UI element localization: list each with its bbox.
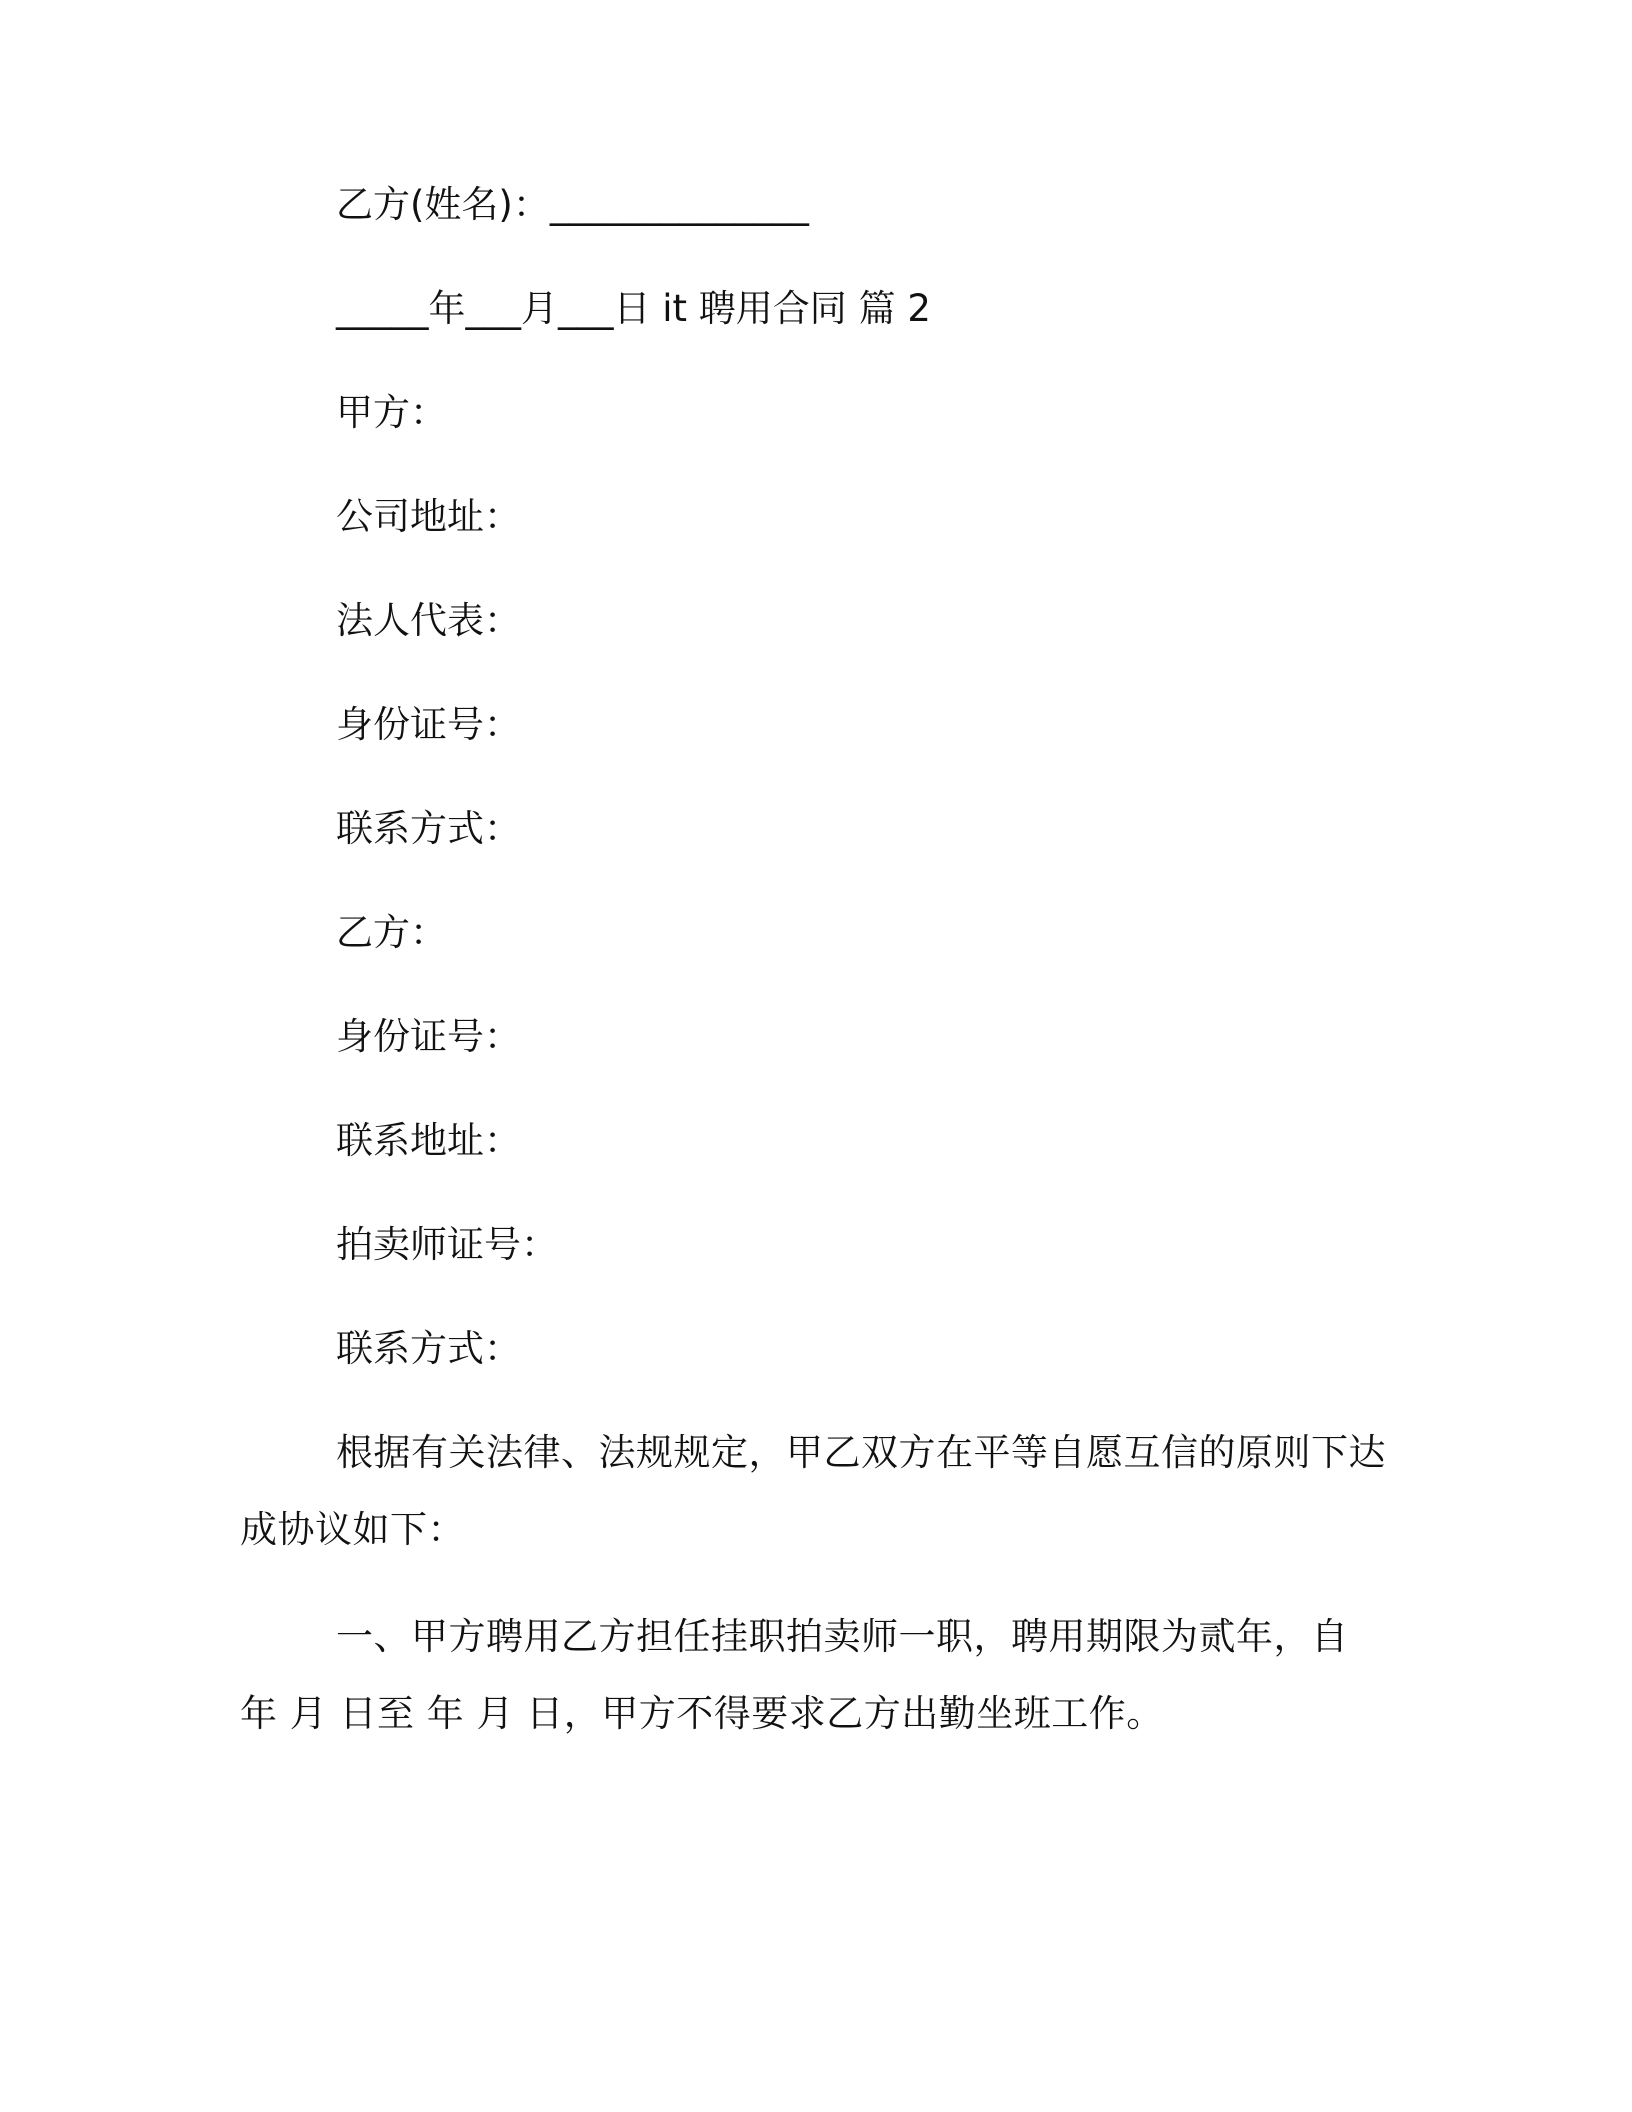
contact-method-label-a: 联系方式： xyxy=(336,807,521,850)
party-a-label: 甲方： xyxy=(336,391,447,434)
document-body xyxy=(240,180,1395,1752)
id-number-label-b: 身份证号： xyxy=(336,1015,521,1058)
party-b-label: 乙方： xyxy=(336,911,447,954)
party-b-name-line: 乙方(姓名)：______________ xyxy=(336,183,809,226)
company-address-label: 公司地址： xyxy=(336,495,521,538)
legal-representative-label: 法人代表： xyxy=(336,599,521,642)
date-title-line: _____年___月___日 it 聘用合同 篇 2 xyxy=(336,287,931,330)
agreement-intro-paragraph: 根据有关法律、法规规定，甲乙双方在平等自愿互信的原则下达成协议如下： xyxy=(240,1431,1386,1551)
contact-address-label: 联系地址： xyxy=(336,1119,521,1162)
contact-method-label-b: 联系方式： xyxy=(336,1327,521,1370)
id-number-label-a: 身份证号： xyxy=(336,703,521,746)
auctioneer-cert-label: 拍卖师证号： xyxy=(336,1223,558,1266)
clause-one-paragraph: 一、甲方聘用乙方担任挂职拍卖师一职，聘用期限为贰年，自 年 月 日至 年 月 日，甲方不得要求乙方出勤坐班工作。 xyxy=(240,1615,1349,1735)
